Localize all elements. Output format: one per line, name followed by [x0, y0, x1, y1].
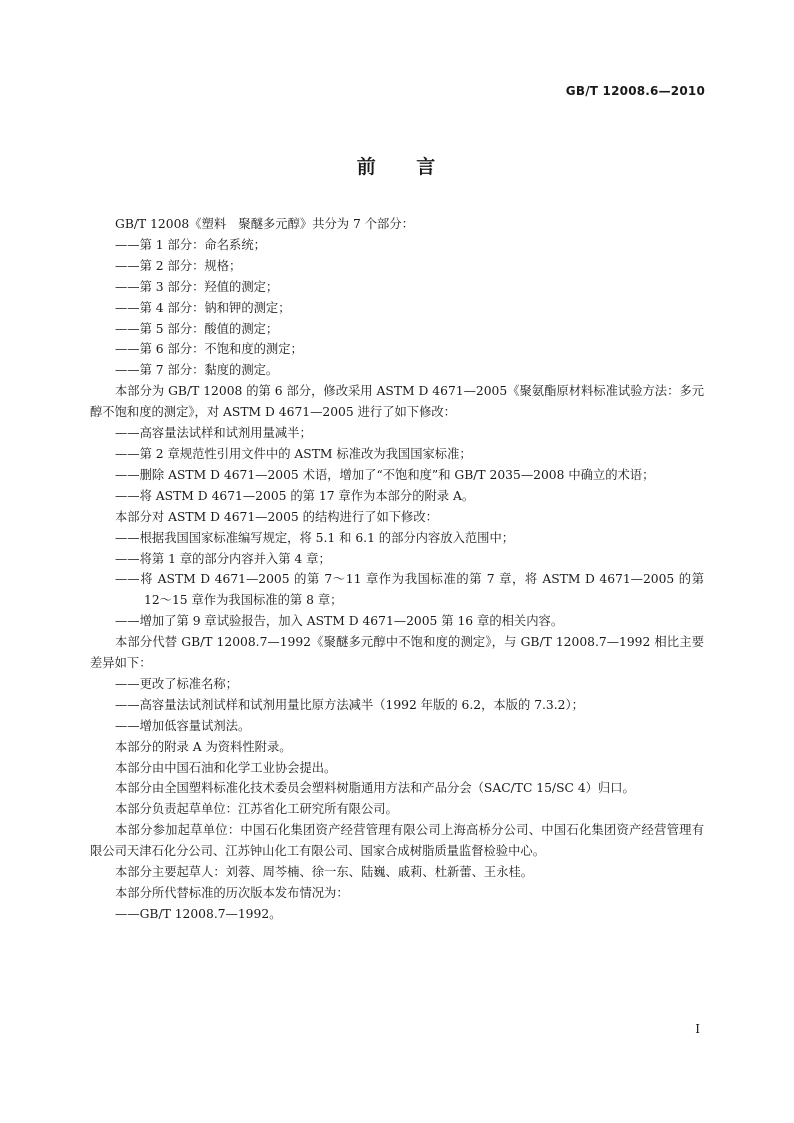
paragraph: 本部分的附录 A 为资料性附录。: [115, 739, 292, 754]
standard-code-header: GB/T 12008.6—2010: [565, 84, 705, 98]
list-item: ——根据我国国家标准编写规定，将 5.1 和 6.1 的部分内容放入范围中；: [115, 530, 515, 545]
paragraph: 本部分由全国塑料标准化技术委员会塑料树脂通用方法和产品分会（SAC/TC 15/SC 4）归口。: [115, 781, 635, 796]
paragraph: 本部分所代替标准的历次版本发布情况为：: [115, 886, 349, 900]
list-item: ——高容量法试剂试样和试剂用量比原方法减半（1992 年版的 6.2，本版的 7.3.2）；: [115, 697, 584, 712]
foreword-body: [90, 214, 704, 925]
paragraph: GB/T 12008《塑料 聚醚多元醇》共分为 7 个部分：: [115, 217, 414, 231]
list-item: ——第 1 部分：命名系统；: [115, 237, 266, 252]
list-item: ——删除 ASTM D 4671—2005 术语，增加了“不饱和度”和 GB/T 2035—2008 中确立的术语；: [115, 467, 655, 482]
list-item: ——将第 1 章的部分内容并入第 4 章；: [115, 551, 331, 566]
paragraph: 本部分主要起草人：刘蓉、周芩楠、徐一东、陆巍、戚莉、杜新蕾、王永桂。: [115, 865, 534, 880]
paragraph: 本部分参加起草单位：中国石化集团资产经营管理有限公司上海高桥分公司、中国石化集团资产经营管理有限公司天津石化分公司、江苏钟山化工有限公司、国家合成树脂质量监督检验中心。: [90, 823, 704, 859]
list-item: ——增加低容量试剂法。: [115, 718, 251, 733]
list-item: ——第 2 部分：规格；: [115, 258, 242, 273]
paragraph: 本部分代替 GB/T 12008.7—1992《聚醚多元醇中不饱和度的测定》，与 GB/T 12008.7—1992 相比主要差异如下：: [90, 635, 704, 671]
list-item: ——GB/T 12008.7—1992。: [115, 906, 282, 921]
list-item: ——第 6 部分：不饱和度的测定；: [115, 342, 303, 357]
list-item: ——第 2 章规范性引用文件中的 ASTM 标准改为我国国家标准；: [115, 446, 472, 461]
list-item: ——高容量法试样和试剂用量减半；: [115, 426, 312, 441]
list-item: ——第 7 部分：黏度的测定。: [115, 363, 279, 378]
list-item: ——第 3 部分：羟值的测定；: [115, 279, 279, 294]
paragraph: 本部分对 ASTM D 4671—2005 的结构进行了如下修改：: [115, 509, 438, 524]
list-item: ——第 5 部分：酸值的测定；: [115, 321, 279, 336]
list-item: ——将 ASTM D 4671—2005 的第 7～11 章作为我国标准的第 7 章，将 ASTM D 4671—2005 的第 12～15 章作为我国标准的第 8 章；: [115, 572, 704, 608]
page-title: 前 言: [356, 156, 438, 178]
list-item: ——第 4 部分：钠和钾的测定；: [115, 300, 291, 315]
list-item: ——将 ASTM D 4671—2005 的第 17 章作为本部分的附录 A。: [115, 488, 475, 503]
paragraph: 本部分为 GB/T 12008 的第 6 部分，修改采用 ASTM D 4671—2005《聚氨酯原材料标准试验方法：多元醇不饱和度的测定》，对 ASTM D 4671—2005 进行了如下修改：: [90, 384, 704, 420]
list-item: ——增加了第 9 章试验报告，加入 ASTM D 4671—2005 第 16 章的相关内容。: [115, 614, 564, 629]
paragraph: 本部分负责起草单位：江苏省化工研究所有限公司。: [115, 802, 398, 817]
page-number: I: [695, 1022, 700, 1036]
paragraph: 本部分由中国石油和化学工业协会提出。: [115, 760, 337, 775]
list-item: ——更改了标准名称；: [115, 676, 238, 691]
